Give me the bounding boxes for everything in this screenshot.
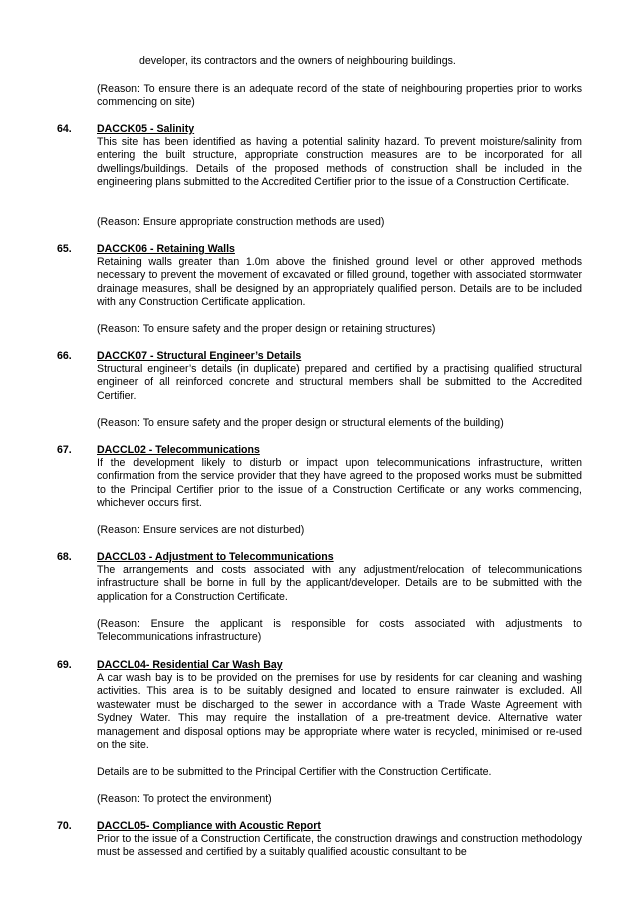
condition-body: This site has been identified as having a potential salinity hazard. To prevent moisture/salinity from entering the built structure, appropriate construction measures are to be incorporated for all dwellings/buildings. Details of the proposed methods of construction shall be included in the engineering plans submitted to the Accredited Certifier prior to the issue of a Construction Certificate. [97,136,582,189]
condition-number: 67. [57,444,72,456]
condition-body: The arrangements and costs associated with any adjustment/relocation of telecommunications infrastructure shall be borne in full by the applicant/developer. Details are to be submitted with the application for a Construction Certificate. [97,564,582,603]
condition-heading: DACCK05 - Salinity [97,123,195,135]
reason-text: (Reason: To ensure safety and the proper design or structural elements of the building) [97,417,504,429]
condition-body: Structural engineer’s details (in duplicate) prepared and certified by a practising qualified structural engineer of all reinforced concrete and structural members shall be submitted to the Accredited Certifier. [97,363,582,402]
condition-number: 69. [57,659,72,671]
reason-text: (Reason: Ensure appropriate construction methods are used) [97,216,385,228]
condition-heading: DACCL03 - Adjustment to Telecommunications [97,551,334,563]
reason-text: (Reason: To ensure safety and the proper design or retaining structures) [97,323,436,335]
condition-heading: DACCK06 - Retaining Walls [97,243,235,255]
reason-text: (Reason: Ensure the applicant is responsible for costs associated with adjustments to Telecommunications infrastructure) [97,618,582,644]
reason-text: (Reason: To protect the environment) [97,793,272,805]
condition-number: 66. [57,350,72,362]
condition-number: 68. [57,551,72,563]
condition-number: 70. [57,820,72,832]
reason-text: (Reason: Ensure services are not disturbed) [97,524,305,536]
condition-body: A car wash bay is to be provided on the premises for use by residents for car cleaning and washing activities. This area is to be suitably designed and located to ensure rainwater is excluded. All wastewater must be discharged to the sewer in accordance with a Trade Waste Agreement with Sydney Water. This may require the installation of a pre-treatment device. Alternative water management and disposal options may be appropriate where water is recycled, minimised or re-used on the site. [97,672,582,752]
condition-heading: DACCL02 - Telecommunications [97,444,260,456]
condition-body: Prior to the issue of a Construction Certificate, the construction drawings and construction methodology must be assessed and certified by a suitably qualified acoustic consultant to be [97,833,582,859]
condition-number: 65. [57,243,72,255]
condition-heading: DACCL05- Compliance with Acoustic Report [97,820,321,832]
reason-text: (Reason: To ensure there is an adequate record of the state of neighbouring properties prior to works commencing on site) [97,83,582,109]
condition-body: If the development likely to disturb or impact upon telecommunications infrastructure, written confirmation from the service provider that they have agreed to the proposed works must be submitted to the Principal Certifier prior to the issue of a Construction Certificate or any works commencing, whichever occurs first. [97,457,582,510]
condition-note: Details are to be submitted to the Principal Certifier with the Construction Certificate. [97,766,492,778]
condition-body: Retaining walls greater than 1.0m above the finished ground level or other approved methods necessary to prevent the movement of excavated or filled ground, together with associated stormwater drainage measures, shall be designed by an appropriately qualified person. Details are to be included with any Construction Certificate application. [97,256,582,309]
condition-heading: DACCL04- Residential Car Wash Bay [97,659,283,671]
condition-number: 64. [57,123,72,135]
condition-heading: DACCK07 - Structural Engineer’s Details [97,350,302,362]
continued-text: developer, its contractors and the owners of neighbouring buildings. [139,55,456,67]
